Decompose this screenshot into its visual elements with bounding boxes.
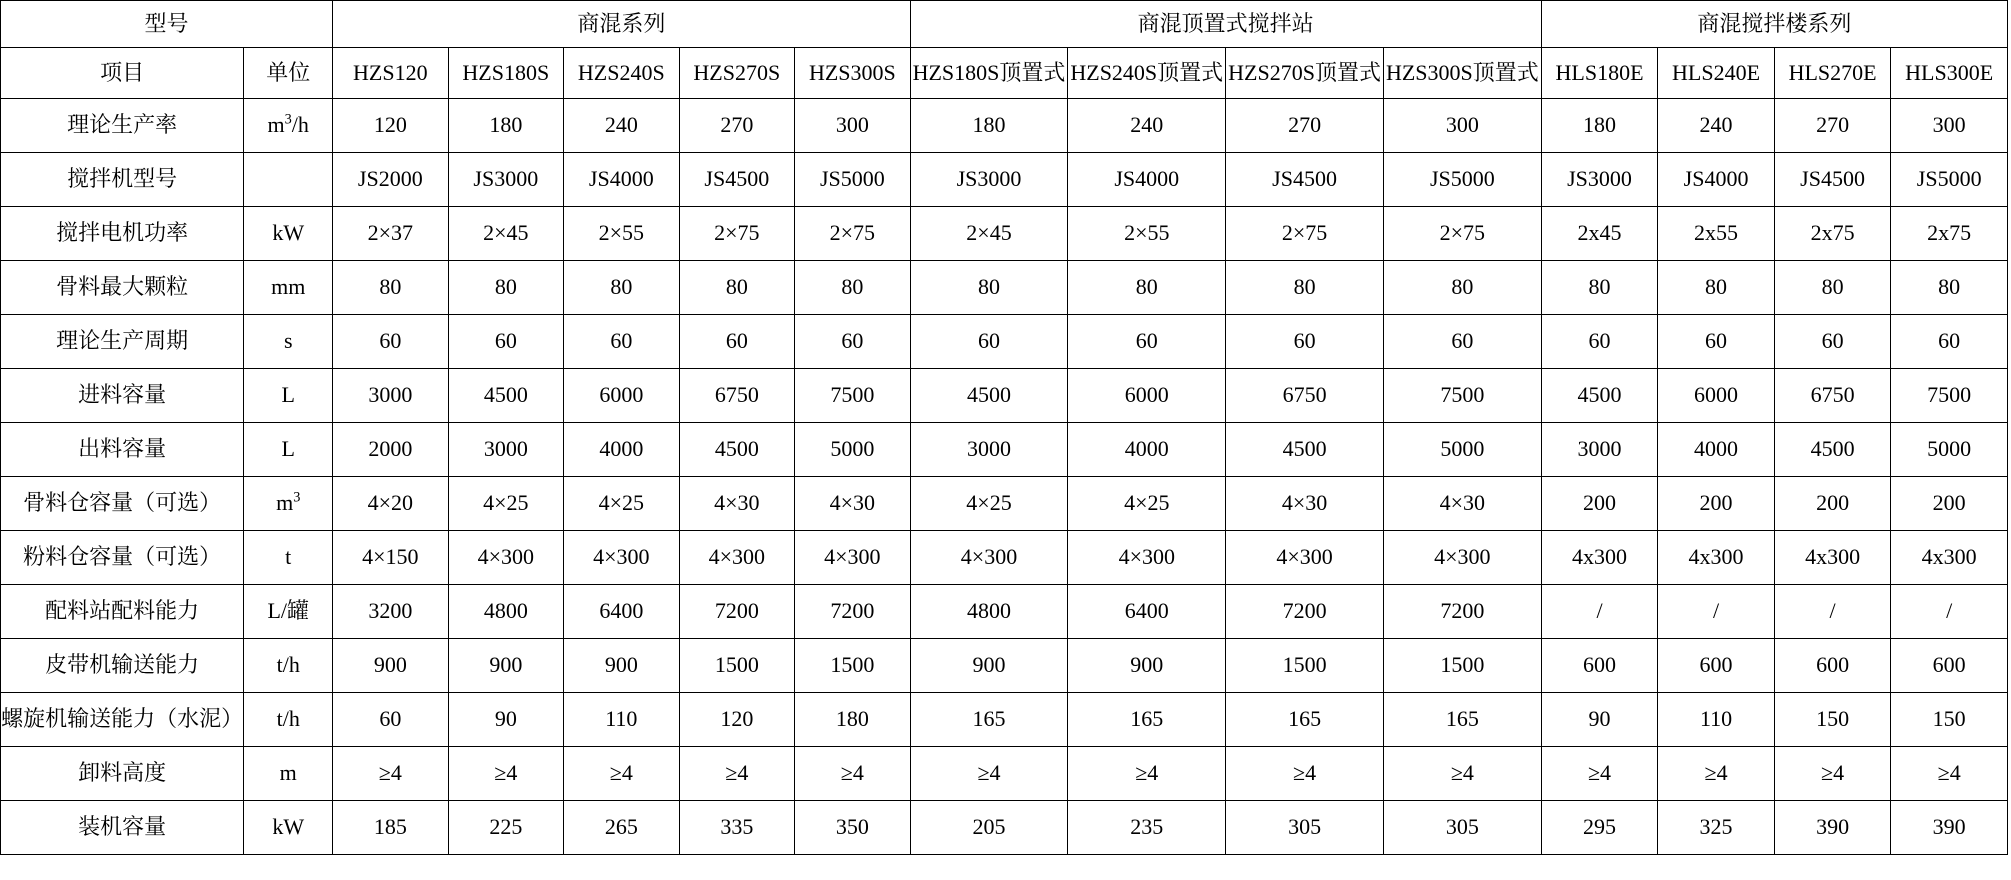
- table-row: [1, 801, 2008, 855]
- table-cell: 1500: [1383, 639, 1541, 693]
- table-cell: JS3000: [910, 153, 1068, 207]
- row-item-label: 皮带机输送能力: [1, 639, 244, 693]
- table-cell: 6750: [1226, 369, 1384, 423]
- table-cell: 900: [448, 639, 564, 693]
- row-unit-label: $m^3/h$: [244, 99, 333, 153]
- table-row: [1, 423, 2008, 477]
- column-header-model-4: HZS270S: [679, 48, 795, 99]
- table-cell: 4000: [1068, 423, 1226, 477]
- table-cell: 80: [448, 261, 564, 315]
- table-cell: 900: [333, 639, 449, 693]
- group-header-3: 商混搅拌楼系列: [1541, 1, 2007, 48]
- table-cell: JS3000: [448, 153, 564, 207]
- table-cell: 180: [1541, 99, 1658, 153]
- table-row: [1, 315, 2008, 369]
- table-cell: 110: [564, 693, 680, 747]
- column-header-model-8: HZS270S顶置式: [1226, 48, 1384, 99]
- table-cell: 300: [795, 99, 911, 153]
- table-cell: 80: [679, 261, 795, 315]
- group-header-1: 商混系列: [333, 1, 911, 48]
- table-cell: 200: [1541, 477, 1658, 531]
- column-header-model-2: HZS180S: [448, 48, 564, 99]
- table-cell: 200: [1891, 477, 2008, 531]
- row-item-label: 配料站配料能力: [1, 585, 244, 639]
- column-header-model-12: HLS270E: [1774, 48, 1891, 99]
- table-cell: ≥4: [564, 747, 680, 801]
- table-cell: 1500: [679, 639, 795, 693]
- table-cell: 2×55: [564, 207, 680, 261]
- table-cell: JS4000: [1068, 153, 1226, 207]
- table-cell: 900: [564, 639, 680, 693]
- table-cell: 7200: [679, 585, 795, 639]
- table-cell: 4×300: [910, 531, 1068, 585]
- table-cell: 2×37: [333, 207, 449, 261]
- table-cell: 6000: [564, 369, 680, 423]
- table-cell: 300: [1383, 99, 1541, 153]
- table-cell: 4500: [679, 423, 795, 477]
- table-cell: JS4500: [1226, 153, 1384, 207]
- column-header-model-10: HLS180E: [1541, 48, 1658, 99]
- table-cell: 2×45: [910, 207, 1068, 261]
- table-cell: 2×55: [1068, 207, 1226, 261]
- table-cell: ≥4: [1383, 747, 1541, 801]
- row-item-label: 出料容量: [1, 423, 244, 477]
- table-cell: 900: [910, 639, 1068, 693]
- table-cell: 60: [1891, 315, 2008, 369]
- table-cell: 5000: [1383, 423, 1541, 477]
- table-cell: 4x300: [1774, 531, 1891, 585]
- table-row: [1, 531, 2008, 585]
- table-cell: 4×150: [333, 531, 449, 585]
- table-cell: /: [1658, 585, 1775, 639]
- table-row: [1, 261, 2008, 315]
- table-cell: 2x55: [1658, 207, 1775, 261]
- table-cell: 4×30: [679, 477, 795, 531]
- row-unit-label: [244, 153, 333, 207]
- table-cell: 3000: [910, 423, 1068, 477]
- table-cell: ≥4: [1658, 747, 1775, 801]
- row-item-label: 装机容量: [1, 801, 244, 855]
- column-header-model-13: HLS300E: [1891, 48, 2008, 99]
- table-cell: 4500: [910, 369, 1068, 423]
- table-cell: 4500: [1226, 423, 1384, 477]
- table-cell: 4×25: [910, 477, 1068, 531]
- table-cell: 60: [448, 315, 564, 369]
- table-cell: 390: [1891, 801, 2008, 855]
- table-cell: JS4000: [564, 153, 680, 207]
- table-cell: 60: [910, 315, 1068, 369]
- table-cell: 600: [1541, 639, 1658, 693]
- table-cell: 300: [1891, 99, 2008, 153]
- table-cell: 350: [795, 801, 911, 855]
- table-row: [1, 99, 2008, 153]
- table-row: [1, 639, 2008, 693]
- table-cell: /: [1541, 585, 1658, 639]
- column-header-model-6: HZS180S顶置式: [910, 48, 1068, 99]
- table-cell: 3200: [333, 585, 449, 639]
- row-unit-label: L: [244, 423, 333, 477]
- table-cell: JS4000: [1658, 153, 1775, 207]
- group-header-model-label: 型号: [1, 1, 333, 48]
- table-cell: 305: [1383, 801, 1541, 855]
- table-cell: 200: [1774, 477, 1891, 531]
- table-cell: 240: [1068, 99, 1226, 153]
- table-cell: 295: [1541, 801, 1658, 855]
- table-cell: 6400: [564, 585, 680, 639]
- table-cell: 3000: [1541, 423, 1658, 477]
- table-cell: 4×300: [1226, 531, 1384, 585]
- table-cell: JS2000: [333, 153, 449, 207]
- table-cell: 60: [679, 315, 795, 369]
- table-cell: 7200: [795, 585, 911, 639]
- table-cell: 240: [1658, 99, 1775, 153]
- row-item-label: 进料容量: [1, 369, 244, 423]
- table-cell: 2x75: [1891, 207, 2008, 261]
- table-cell: 335: [679, 801, 795, 855]
- table-cell: 2x75: [1774, 207, 1891, 261]
- row-item-label: 理论生产周期: [1, 315, 244, 369]
- table-row: [1, 207, 2008, 261]
- table-cell: 80: [564, 261, 680, 315]
- table-cell: 60: [564, 315, 680, 369]
- column-header-model-11: HLS240E: [1658, 48, 1775, 99]
- table-cell: 4x300: [1658, 531, 1775, 585]
- row-item-label: 卸料高度: [1, 747, 244, 801]
- table-cell: 4800: [448, 585, 564, 639]
- table-cell: 180: [910, 99, 1068, 153]
- column-header-model-1: HZS120: [333, 48, 449, 99]
- table-cell: 200: [1658, 477, 1775, 531]
- table-cell: 205: [910, 801, 1068, 855]
- row-unit-label: L/罐: [244, 585, 333, 639]
- table-cell: 120: [333, 99, 449, 153]
- table-cell: ≥4: [1226, 747, 1384, 801]
- table-cell: JS4500: [1774, 153, 1891, 207]
- table-cell: 150: [1891, 693, 2008, 747]
- table-cell: ≥4: [795, 747, 911, 801]
- table-cell: 165: [1068, 693, 1226, 747]
- table-cell: ≥4: [448, 747, 564, 801]
- table-cell: 60: [1068, 315, 1226, 369]
- table-cell: 2×75: [1226, 207, 1384, 261]
- table-cell: ≥4: [333, 747, 449, 801]
- table-cell: 4×25: [448, 477, 564, 531]
- table-cell: 5000: [795, 423, 911, 477]
- row-unit-label: L: [244, 369, 333, 423]
- column-header-item: 项目: [1, 48, 244, 99]
- table-cell: 2x45: [1541, 207, 1658, 261]
- table-cell: 7200: [1226, 585, 1384, 639]
- table-cell: 60: [1541, 315, 1658, 369]
- table-cell: JS5000: [1383, 153, 1541, 207]
- table-row: [1, 369, 2008, 423]
- table-cell: 270: [1774, 99, 1891, 153]
- column-header-model-5: HZS300S: [795, 48, 911, 99]
- table-cell: 2000: [333, 423, 449, 477]
- table-cell: 6000: [1658, 369, 1775, 423]
- table-cell: 900: [1068, 639, 1226, 693]
- table-row: [1, 747, 2008, 801]
- table-cell: 600: [1891, 639, 2008, 693]
- table-cell: 2×75: [679, 207, 795, 261]
- table-cell: 4500: [1541, 369, 1658, 423]
- table-cell: 110: [1658, 693, 1775, 747]
- table-cell: 7500: [1891, 369, 2008, 423]
- table-cell: 60: [1226, 315, 1384, 369]
- table-cell: 7200: [1383, 585, 1541, 639]
- table-cell: 6750: [679, 369, 795, 423]
- table-cell: 2×75: [795, 207, 911, 261]
- table-cell: 4×300: [795, 531, 911, 585]
- table-cell: 7500: [795, 369, 911, 423]
- table-cell: 60: [333, 315, 449, 369]
- table-cell: 2×75: [1383, 207, 1541, 261]
- table-row: [1, 477, 2008, 531]
- table-cell: 80: [1774, 261, 1891, 315]
- table-cell: 600: [1658, 639, 1775, 693]
- row-item-label: 骨料仓容量（可选）: [1, 477, 244, 531]
- table-cell: 90: [448, 693, 564, 747]
- table-cell: 3000: [333, 369, 449, 423]
- table-cell: ≥4: [1774, 747, 1891, 801]
- column-header-model-3: HZS240S: [564, 48, 680, 99]
- row-unit-label: $m^3$: [244, 477, 333, 531]
- table-cell: 4500: [1774, 423, 1891, 477]
- table-cell: 80: [1383, 261, 1541, 315]
- table-cell: 1500: [795, 639, 911, 693]
- column-header-unit: 单位: [244, 48, 333, 99]
- table-group-header-row: [1, 1, 2008, 48]
- table-cell: 4×25: [564, 477, 680, 531]
- table-cell: ≥4: [910, 747, 1068, 801]
- table-cell: 390: [1774, 801, 1891, 855]
- table-cell: 240: [564, 99, 680, 153]
- table-cell: 60: [333, 693, 449, 747]
- table-cell: 4×300: [1383, 531, 1541, 585]
- table-cell: JS4500: [679, 153, 795, 207]
- table-row: [1, 585, 2008, 639]
- table-cell: 80: [910, 261, 1068, 315]
- table-cell: 265: [564, 801, 680, 855]
- table-cell: 60: [1658, 315, 1775, 369]
- table-cell: 235: [1068, 801, 1226, 855]
- table-cell: /: [1891, 585, 2008, 639]
- table-cell: 6400: [1068, 585, 1226, 639]
- table-column-header-row: [1, 48, 2008, 99]
- table-cell: 4000: [1658, 423, 1775, 477]
- table-cell: 80: [1226, 261, 1384, 315]
- table-cell: ≥4: [1891, 747, 2008, 801]
- table-cell: 325: [1658, 801, 1775, 855]
- table-cell: 225: [448, 801, 564, 855]
- table-cell: 305: [1226, 801, 1384, 855]
- table-cell: 180: [448, 99, 564, 153]
- table-cell: 180: [795, 693, 911, 747]
- table-cell: 4000: [564, 423, 680, 477]
- table-cell: 4800: [910, 585, 1068, 639]
- table-cell: 80: [795, 261, 911, 315]
- table-cell: 4×30: [1226, 477, 1384, 531]
- table-cell: 4×300: [564, 531, 680, 585]
- table-cell: 4×30: [1383, 477, 1541, 531]
- table-cell: 80: [1891, 261, 2008, 315]
- table-cell: 4x300: [1891, 531, 2008, 585]
- row-unit-label: s: [244, 315, 333, 369]
- row-unit-label: mm: [244, 261, 333, 315]
- group-header-2: 商混顶置式搅拌站: [910, 1, 1541, 48]
- table-cell: 600: [1774, 639, 1891, 693]
- table-cell: 6000: [1068, 369, 1226, 423]
- row-item-label: 搅拌电机功率: [1, 207, 244, 261]
- table-cell: JS5000: [1891, 153, 2008, 207]
- table-row: [1, 153, 2008, 207]
- table-cell: 4×25: [1068, 477, 1226, 531]
- row-unit-label: kW: [244, 207, 333, 261]
- table-cell: 90: [1541, 693, 1658, 747]
- table-cell: 60: [795, 315, 911, 369]
- column-header-model-7: HZS240S顶置式: [1068, 48, 1226, 99]
- table-cell: 4×300: [679, 531, 795, 585]
- table-cell: 165: [1226, 693, 1384, 747]
- table-cell: 3000: [448, 423, 564, 477]
- table-cell: 1500: [1226, 639, 1384, 693]
- table-cell: 80: [1068, 261, 1226, 315]
- row-unit-label: t/h: [244, 639, 333, 693]
- table-cell: 185: [333, 801, 449, 855]
- table-cell: 80: [1658, 261, 1775, 315]
- table-cell: /: [1774, 585, 1891, 639]
- table-cell: 4×300: [1068, 531, 1226, 585]
- table-cell: ≥4: [1541, 747, 1658, 801]
- table-cell: 2×45: [448, 207, 564, 261]
- row-item-label: 骨料最大颗粒: [1, 261, 244, 315]
- row-unit-label: m: [244, 747, 333, 801]
- table-cell: 4500: [448, 369, 564, 423]
- row-unit-label: t/h: [244, 693, 333, 747]
- table-cell: 270: [679, 99, 795, 153]
- row-unit-label: t: [244, 531, 333, 585]
- table-cell: ≥4: [1068, 747, 1226, 801]
- row-item-label: 搅拌机型号: [1, 153, 244, 207]
- table-cell: 5000: [1891, 423, 2008, 477]
- table-cell: ≥4: [679, 747, 795, 801]
- table-cell: JS5000: [795, 153, 911, 207]
- table-cell: 4×30: [795, 477, 911, 531]
- row-item-label: 理论生产率: [1, 99, 244, 153]
- table-row: [1, 693, 2008, 747]
- table-cell: 120: [679, 693, 795, 747]
- table-cell: JS3000: [1541, 153, 1658, 207]
- table-cell: 80: [333, 261, 449, 315]
- table-cell: 165: [1383, 693, 1541, 747]
- table-cell: 4×300: [448, 531, 564, 585]
- row-item-label: 粉料仓容量（可选）: [1, 531, 244, 585]
- table-cell: 270: [1226, 99, 1384, 153]
- table-cell: 60: [1774, 315, 1891, 369]
- table-cell: 4×20: [333, 477, 449, 531]
- column-header-model-9: HZS300S顶置式: [1383, 48, 1541, 99]
- table-cell: 80: [1541, 261, 1658, 315]
- table-cell: 7500: [1383, 369, 1541, 423]
- table-cell: 60: [1383, 315, 1541, 369]
- table-cell: 6750: [1774, 369, 1891, 423]
- table-cell: 4x300: [1541, 531, 1658, 585]
- table-cell: 165: [910, 693, 1068, 747]
- row-item-label: 螺旋机输送能力（水泥）: [1, 693, 244, 747]
- table-cell: 150: [1774, 693, 1891, 747]
- row-unit-label: kW: [244, 801, 333, 855]
